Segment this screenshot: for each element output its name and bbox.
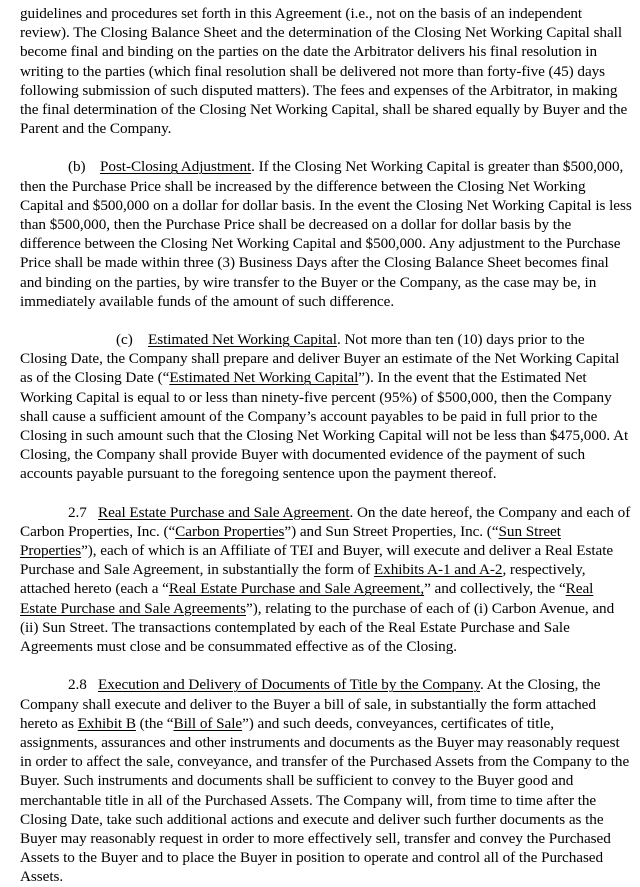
section-2-7-real-estate <box>20 503 632 657</box>
defined-term-repsa: Real Estate Purchase and Sale Agreement, <box>168 580 425 598</box>
paragraph-c-number: (c) <box>116 331 133 349</box>
paragraph-c-text-1: . Not more than ten (10) days prior to the Closing Date, the Company shall prepare and deliver Buyer an estimate of the Net Working Capital as of the Closing Date (“ <box>20 331 620 387</box>
section-2-7-number: 2.7 <box>68 503 87 521</box>
section-2-8-text-1: . At the Closing, the Company shall execute and deliver to the Buyer a bill of sale, in substantially the form attached hereto as <box>20 676 601 732</box>
section-2-7-heading: Real Estate Purchase and Sale Agreement <box>98 503 350 521</box>
defined-term-bill-of-sale: Bill of Sale <box>173 714 243 732</box>
paragraph-b-text: . If the Closing Net Working Capital is greater than $500,000, then the Purchase Price shall be increased by the difference between the Closing Net Working Capital and $500,000 on a dollar for dollar basis. In the event the Closing Net Working Capital is less than $500,000, then the Purchase Price shall be decreased on a dollar for dollar basis by the difference between the Closing Net Working Capital and $500,000. Any adjustment to the Purchase Price shall be made within three (3) Business Days after the Closing Balance Sheet becomes final and binding on the parties, by wire transfer to the Buyer or the Company, as the case may be, in immediately available funds of the amount of such difference. <box>20 158 632 310</box>
paragraph-c-estimated-nwc <box>20 330 632 484</box>
paragraph-intro <box>20 4 632 138</box>
paragraph-c-heading: Estimated Net Working Capital <box>148 331 337 349</box>
defined-term-carbon-properties: Carbon Properties <box>175 522 285 540</box>
paragraph-gap <box>20 138 632 157</box>
section-2-8-documents-of-title <box>20 675 632 886</box>
defined-term-sun-street-properties: Sun Street Properties <box>20 522 561 560</box>
section-2-7-text-4: , respectively, attached hereto (each a “ <box>20 561 586 598</box>
section-2-8-text-3: ”) and such deeds, conveyances, certificates of title, assignments, assurances and other instruments and documents as the Buyer may reasonably request in order to affect the sale, conveyance, and transfer of the Purchased Assets from the Company to the Buyer. Such instruments and documents shall be sufficient to convey to the Buyer good and merchantable title in all of the Purchased Assets. The Company will, from time to time after the Closing Date, take such additional actions and execute and deliver such further documents as the Buyer may reasonably request in order to more effectively sell, transfer and convey the Purchased Assets to the Buyer and to place the Buyer in position to operate and control all of the Purchased Assets. <box>20 714 630 886</box>
defined-term-repsas: Real Estate Purchase and Sale Agreements <box>20 580 594 617</box>
section-2-8-number: 2.8 <box>68 676 87 694</box>
section-2-7-text-6: ”), relating to the purchase of each of (i) Carbon Avenue, and (ii) Sun Street. The transactions contemplated by each of the Real Estate Purchase and Sale Agreements must close and be consummated effective as of the Closing. <box>20 599 615 656</box>
paragraph-b-heading: Post-Closing Adjustment <box>100 158 252 176</box>
section-2-8-heading: Execution and Delivery of Documents of Title by the Company <box>98 676 481 694</box>
section-2-7-text-5: ” and collectively, the “ <box>424 580 566 598</box>
section-2-7-text-3: ”), each of which is an Affiliate of TEI and Buyer, will execute and deliver a Real Estate Purchase and Sale Agreement, in substantially the form of <box>20 542 614 579</box>
section-2-8-text-2: (the “ <box>135 714 174 732</box>
paragraph-c-defined-term: Estimated Net Working Capital <box>169 369 359 387</box>
paragraph-gap <box>20 656 632 675</box>
section-2-7-text-2: ”) and Sun Street Properties, Inc. (“ <box>284 522 499 540</box>
exhibit-reference-a1-a2: Exhibits A-1 and A-2 <box>373 561 503 579</box>
paragraph-gap <box>20 484 632 503</box>
paragraph-c-text-2: ”). In the event that the Estimated Net Working Capital is equal to or less than ninety-five percent (95%) of $500,000, then the Company shall cause a sufficient amount of the Company’s account payables to be paid in full prior to the Closing in such amount such that the Closing Net Working Capital will not be less than $475,000. At Closing, the Company shall provide Buyer with documented evidence of the payment of such accounts payable pursuant to the foregoing sentence upon the payment thereof. <box>20 369 629 483</box>
document-page <box>20 4 632 887</box>
paragraph-gap <box>20 311 632 330</box>
paragraph-intro-text: guidelines and procedures set forth in this Agreement (i.e., not on the basis of an independent review). The Closing Balance Sheet and the determination of the Closing Net Working Capital shall become final and binding on the parties on the date the Arbitrator delivers his final resolution in writing to the parties (which final resolution shall be delivered not more than forty-five (45) days following submission of such disputed matters). The fees and expenses of the Arbitrator, in making the final determination of the Closing Net Working Capital, shall be shared equally by Buyer and the Parent and the Company. <box>20 5 628 138</box>
section-2-7-text-1: . On the date hereof, the Company and each of Carbon Properties, Inc. (“ <box>20 503 631 540</box>
exhibit-reference-b: Exhibit B <box>77 714 136 732</box>
paragraph-b-number: (b) <box>68 158 86 176</box>
paragraph-b-post-closing-adjustment <box>20 157 632 311</box>
